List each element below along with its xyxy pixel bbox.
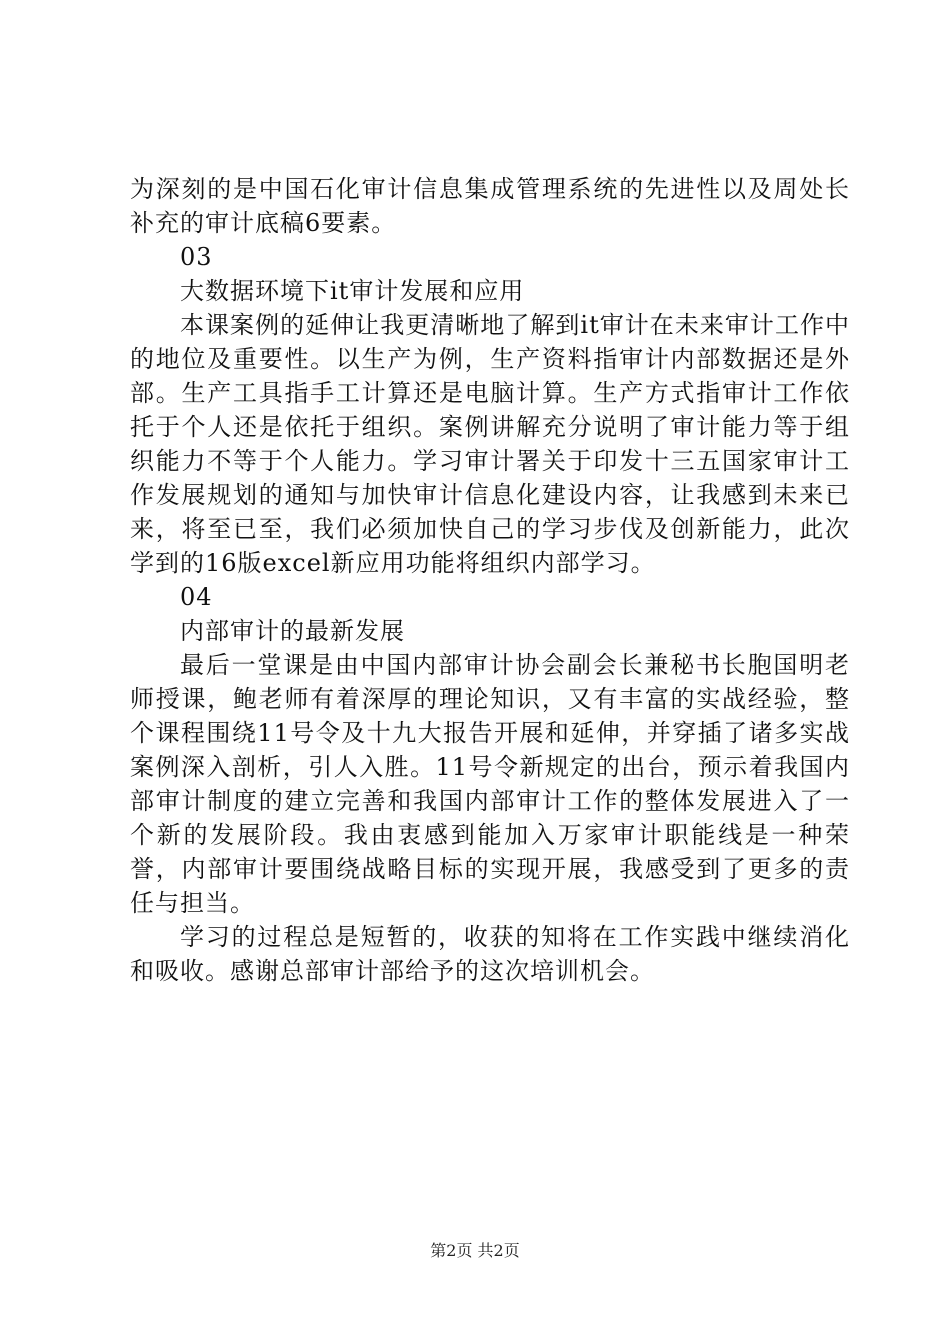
page-number-label: 第2页 共2页 [430,1241,520,1260]
paragraph-continuation: 为深刻的是中国石化审计信息集成管理系统的先进性以及周处长补充的审计底稿6要素。 [130,175,850,237]
section-heading-internal-audit: 内部审计的最新发展 [180,617,405,645]
section-heading-big-data-it-audit: 大数据环境下it审计发展和应用 [180,277,525,305]
section-number-03: 03 [180,243,213,271]
page-footer [0,1241,950,1261]
paragraph-internal-audit: 最后一堂课是由中国内部审计协会副会长兼秘书长胞国明老师授课，鲍老师有着深厚的理论知识，又有丰富的实战经验，整个课程围绕11号令及十九大报告开展和延伸，并穿插了诸多实战案例深入剖析，引人入胜。11号令新规定的出台，预示着我国内部审计制度的建立完善和我国内部审计工作的整体发展进入了一个新的发展阶段。我由衷感到能加入万家审计职能线是一种荣誉，内部审计要围绕战略目标的实现开展，我感受到了更多的责任与担当。 [130,651,850,917]
paragraph-closing: 学习的过程总是短暂的，收获的知将在工作实践中继续消化和吸收。感谢总部审计部给予的这次培训机会。 [130,923,850,985]
section-number-04: 04 [180,583,213,611]
paragraph-it-audit: 本课案例的延伸让我更清晰地了解到it审计在未来审计工作中的地位及重要性。以生产为例，生产资料指审计内部数据还是外部。生产工具指手工计算还是电脑计算。生产方式指审计工作依托于个人还是依托于组织。案例讲解充分说明了审计能力等于组织能力不等于个人能力。学习审计署关于印发十三五国家审计工作发展规划的通知与加快审计信息化建设内容，让我感到未来已来，将至已至，我们必须加快自己的学习步伐及创新能力，此次学到的16版excel新应用功能将组织内部学习。 [130,311,850,577]
document-body [130,172,850,988]
